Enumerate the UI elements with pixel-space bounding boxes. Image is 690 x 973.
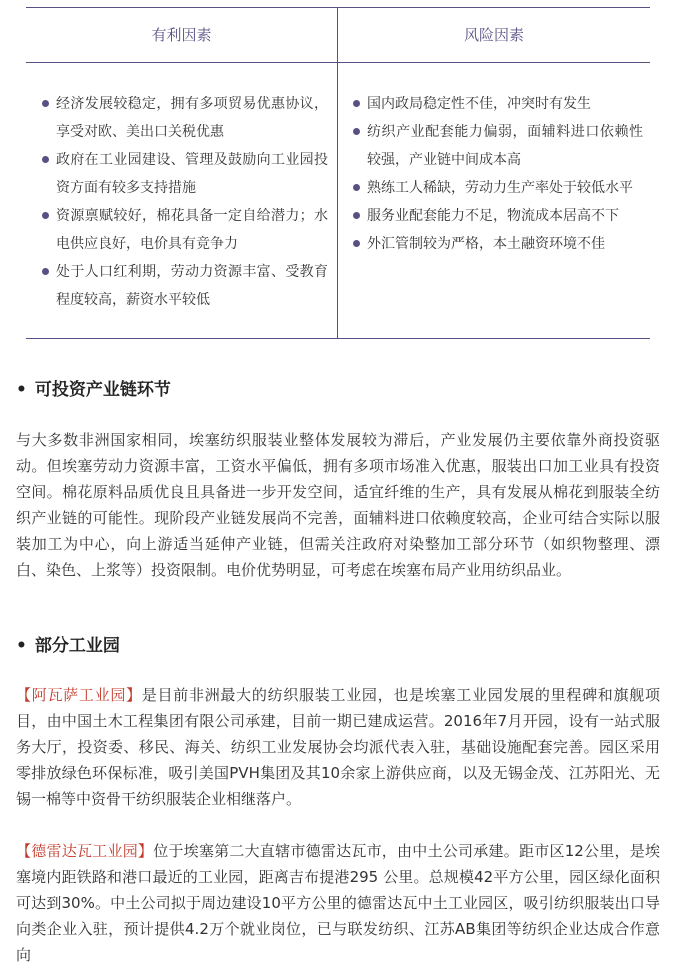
bullet-dot-icon xyxy=(353,240,360,247)
list-item: 纺织产业配套能力偏弱，面辅料进口依赖性较强，产业链中间成本高 xyxy=(353,118,643,174)
section-heading-industrial-parks: • 部分工业园 xyxy=(16,636,120,656)
list-item: 处于人口红利期，劳动力资源丰富、受教育程度较高，薪资水平较低 xyxy=(42,258,328,314)
bullet-dot-icon xyxy=(42,156,49,163)
table-header-divider xyxy=(26,62,650,63)
bullet-dot-icon xyxy=(42,100,49,107)
list-item: 资源禀赋较好，棉花具备一定自给潜力；水电供应良好，电价具有竞争力 xyxy=(42,202,328,258)
bullet-dot-icon xyxy=(353,184,360,191)
bullet-dot-icon xyxy=(353,212,360,219)
risk-factors-header: 风险因素 xyxy=(463,26,524,44)
list-item: 服务业配套能力不足，物流成本居高不下 xyxy=(353,202,643,230)
favorable-factors-header: 有利因素 xyxy=(151,26,212,44)
list-item: 外汇管制较为严格，本土融资环境不佳 xyxy=(353,230,643,258)
bullet-dot-icon xyxy=(42,212,49,219)
section-heading-investable-chain: • 可投资产业链环节 xyxy=(16,380,171,400)
list-item: 熟练工人稀缺，劳动力生产率处于较低水平 xyxy=(353,174,643,202)
factors-table xyxy=(26,7,650,339)
bullet-dot-icon xyxy=(353,128,360,135)
list-item: 政府在工业园建设、管理及鼓励向工业园投资方面有较多支持措施 xyxy=(42,146,328,202)
bullet-dot-icon xyxy=(42,268,49,275)
hawassa-park-tag: 【阿瓦萨工业园】 xyxy=(16,686,142,704)
dire-dawa-park-tag: 【德雷达瓦工业园】 xyxy=(16,842,154,860)
hawassa-park-paragraph: 【阿瓦萨工业园】是目前非洲最大的纺织服装工业园，也是埃塞工业园发展的里程碑和旗舰项目，由中国土木工程集团有限公司承建，目前一期已建成运营。2016年7月开园，设有一站式服务大厅，投资委、移民、海关、纺织工业发展协会均派代表入驻，基础设施配套完善。园区采用零排放绿色环保标准，吸引美国PVH集团及其10余家上游供应商，以及无锡金茂、江苏阳光、无锡一棉等中资骨干纺织服装企业相继落户。 xyxy=(16,686,660,808)
list-item: 经济发展较稳定，拥有多项贸易优惠协议，享受对欧、美出口关税优惠 xyxy=(42,90,328,146)
risk-factors-list xyxy=(353,90,643,258)
dire-dawa-park-paragraph: 【德雷达瓦工业园】位于埃塞第二大直辖市德雷达瓦市，由中土公司承建。距市区12公里，是埃塞境内距铁路和港口最近的工业园，距离吉布提港295 公里。总规模42平方公里，园区绿化面积可达到30%。中土公司拟于周边建设10平方公里的德雷达瓦中土工业园区，吸引纺织服装出口导向类企业入驻，预计提供4.2万个就业岗位，已与联发纺织、江苏AB集团等纺织企业达成合作意向 xyxy=(16,842,660,964)
investable-chain-paragraph: 与大多数非洲国家相同，埃塞纺织服装业整体发展较为滞后，产业发展仍主要依靠外商投资驱动。但埃塞劳动力资源丰富，工资水平偏低，拥有多项市场准入优惠，服装出口加工业具有投资空间。棉花原料品质优良且具备进一步开发空间，适宜纤维的生产，具有发展从棉花到服装全纺织产业链的可能性。现阶段产业链发展尚不完善，面辅料进口依赖度较高，企业可结合实际以服装加工为中心，向上游适当延伸产业链，但需关注政府对染整加工部分环节（如织物整理、漂白、染色、上浆等）投资限制。电价优势明显，可考虑在埃塞布局产业用纺织品业。 xyxy=(16,431,660,579)
favorable-factors-list xyxy=(42,90,328,314)
list-item: 国内政局稳定性不佳，冲突时有发生 xyxy=(353,90,643,118)
bullet-dot-icon xyxy=(353,100,360,107)
